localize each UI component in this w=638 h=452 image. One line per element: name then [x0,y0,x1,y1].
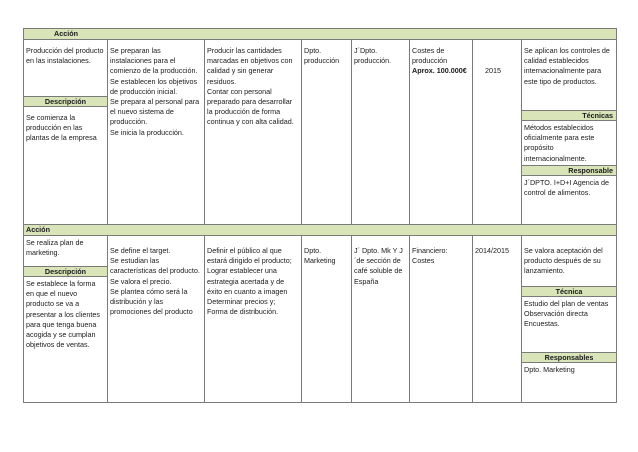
section2-col5: J´ Dpto. Mk Y J´de sección de café soluble de España [352,236,410,402]
section2-col3: Definir el público al que estará dirigido el producto; Lograr establecer una estrategia acertada y de éxito en cuanto a imagen Determinar precios y; Forma de distribución. [205,236,302,402]
section2-accion: Se realiza plan de marketing. [26,238,84,258]
section2-tecnica: Estudio del plan de ventas Observación directa Encuestas. [524,299,609,329]
section2-col6: Financiero: Costes [410,236,473,402]
section1-col5: J´Dpto. producción. [352,40,410,224]
section1-responsable-label: Responsable [522,165,616,176]
section2-col7: 2014/2015 [473,236,522,402]
section2-header: Acción [24,225,616,236]
section2-accion-cell [24,236,108,402]
section1-row [24,40,616,225]
section2-responsables-label: Responsables [522,352,616,363]
section1-responsable: J´DPTO. I+D+I Agencia de control de alimentos. [524,178,609,198]
section1-descripcion: Se comienza la producción en las plantas de la empresa [26,113,97,143]
action-plan-table [23,28,617,403]
section2-col4: Dpto. Marketing [302,236,352,402]
section1-col2: Se preparan las instalaciones para el comienzo de la producción. Se establecen los objetivos de producción inicial. Se prepara al personal para el nuevo sistema de producción. Se inicia la producción. [108,40,205,224]
section2-col2: Se define el target. Se estudian las características del producto. Se valora el precio. Se plantea cómo será la distribución y las promociones del producto [108,236,205,402]
section2-responsables: Dpto. Marketing [524,365,575,374]
section2-descripcion: Se establece la forma en que el nuevo producto se va a presentar a los clientes para que tenga buena acogida y se cumplan objetivos de ventas. [26,279,100,350]
section2-col8 [522,236,616,402]
section1-controles: Se aplican los controles de calidad establecidos internacionalmente para este tipo de productos. [524,46,610,86]
section2-aceptacion: Se valora aceptación del producto después de su lanzamiento. [524,246,603,276]
section1-descripcion-label: Descripción [24,96,107,107]
section1-col3: Producir las cantidades marcadas en objetivos con calidad y sin generar residuos. Contar con personal preparado para desarrollar la producción de forma continua y con alta calidad. [205,40,302,224]
section1-tecnicas: Métodos establecidos oficialmente para este propósito internacionalmente. [524,123,595,163]
section2-row [24,236,616,402]
section1-accion: Producción del producto en las instalaciones. [26,46,104,66]
section1-tecnicas-label: Técnicas [522,110,616,121]
section1-header: Acción [24,29,616,40]
section2-descripcion-label: Descripción [24,266,107,277]
section1-col7: 2015 [473,40,522,224]
section2-tecnica-label: Técnica [522,286,616,297]
section1-col6: Costes de producción Aprox. 100.000€ [410,40,473,224]
section1-accion-cell [24,40,108,224]
section1-col4: Dpto. producción [302,40,352,224]
section1-col8 [522,40,616,224]
